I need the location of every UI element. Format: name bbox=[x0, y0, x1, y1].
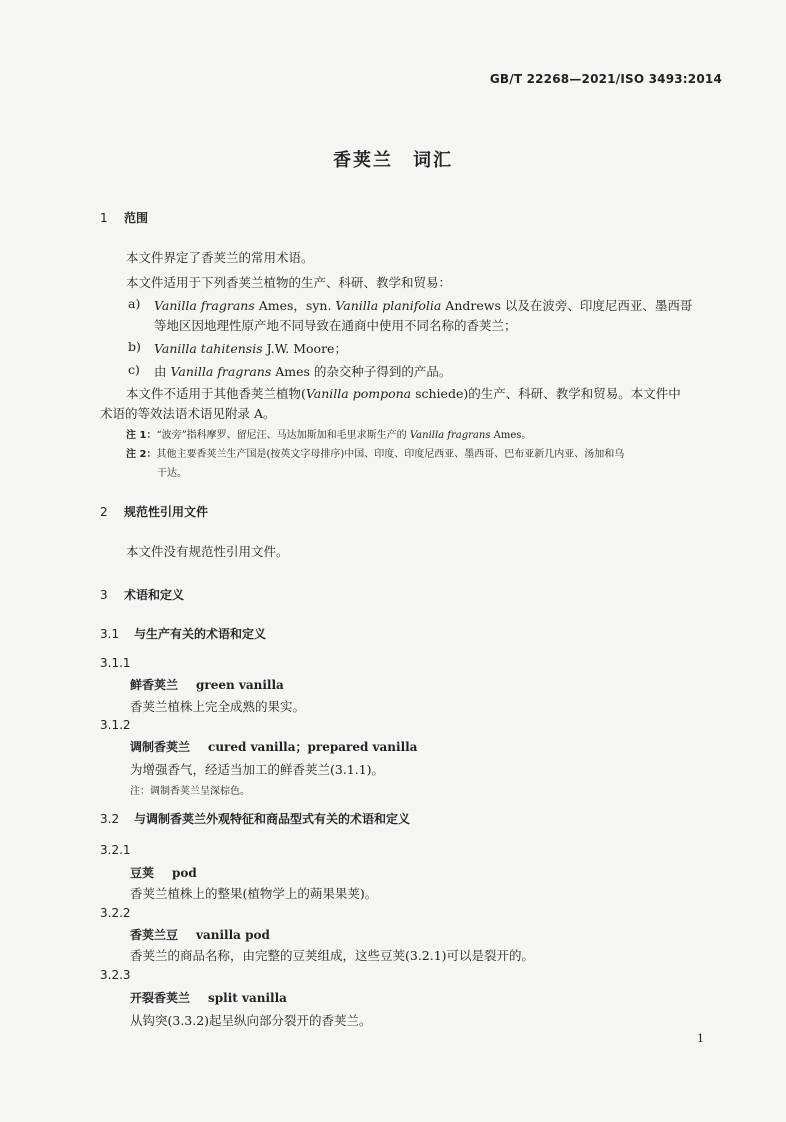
section-title: 规范性引用文件 bbox=[124, 505, 209, 519]
section-number: 1 bbox=[100, 211, 108, 225]
term-note: 注：调制香荚兰呈深棕色。 bbox=[130, 786, 250, 797]
paragraph-continued: 术语的等效法语术语见附录 A。 bbox=[100, 406, 276, 421]
list-item-b bbox=[154, 339, 347, 357]
term-chinese: 调制香荚兰 bbox=[130, 740, 191, 754]
species-name: Vanilla fragrans bbox=[154, 298, 255, 313]
term-entry bbox=[130, 676, 284, 693]
species-name: Vanilla planifolia bbox=[335, 298, 442, 313]
section-title: 术语和定义 bbox=[124, 588, 185, 602]
term-number: 3.2.2 bbox=[100, 906, 131, 920]
species-name: Vanilla fragrans bbox=[409, 430, 491, 441]
text: 本文件不适用于其他香荚兰植物( bbox=[126, 386, 306, 401]
paragraph: 本文件适用于下列香荚兰植物的生产、科研、教学和贸易： bbox=[126, 275, 452, 290]
term-entry bbox=[130, 989, 287, 1006]
section-2-heading bbox=[100, 503, 208, 520]
text: Ames 的杂交种子得到的产品。 bbox=[271, 364, 452, 379]
term-number: 3.1.1 bbox=[100, 656, 131, 670]
text: “波旁”指科摩罗、留尼汪、马达加斯加和毛里求斯生产的 bbox=[156, 430, 410, 441]
term-chinese: 豆荚 bbox=[130, 866, 155, 880]
term-english: split vanilla bbox=[208, 991, 287, 1005]
subsection-number: 3.2 bbox=[100, 812, 120, 826]
text: J.W. Moore； bbox=[262, 341, 347, 356]
note-1 bbox=[126, 426, 531, 441]
term-entry bbox=[130, 864, 197, 881]
note-2 bbox=[126, 445, 624, 460]
term-english: green vanilla bbox=[196, 678, 284, 692]
term-english: vanilla pod bbox=[196, 928, 270, 942]
standard-number: GB/T 22268—2021/ISO 3493:2014 bbox=[489, 72, 722, 86]
subsection-number: 3.1 bbox=[100, 627, 120, 641]
term-english: cured vanilla；prepared vanilla bbox=[208, 740, 418, 754]
subsection-title: 与生产有关的术语和定义 bbox=[134, 627, 267, 641]
note-label: 注 2： bbox=[126, 449, 157, 460]
term-entry bbox=[130, 926, 270, 943]
species-name: Vanilla fragrans bbox=[170, 364, 272, 379]
page-number: 1 bbox=[697, 1032, 704, 1045]
term-chinese: 开裂香荚兰 bbox=[130, 991, 191, 1005]
section-1-heading bbox=[100, 209, 148, 226]
text: Andrews 以及在波旁、印度尼西亚、墨西哥 bbox=[441, 298, 693, 313]
term-number: 3.2.1 bbox=[100, 843, 131, 857]
text: 其他主要香荚兰生产国是(按英文字母排序)中国、印度、印度尼西亚、墨西哥、巴布亚新几内亚、汤加和乌 bbox=[156, 449, 625, 460]
term-entry bbox=[130, 738, 417, 755]
list-marker: a) bbox=[128, 296, 141, 311]
term-definition: 从钩突(3.3.2)起呈纵向部分裂开的香荚兰。 bbox=[130, 1013, 372, 1028]
text: Ames，syn. bbox=[254, 298, 336, 313]
text: 由 bbox=[154, 364, 171, 379]
subsection-title: 与调制香荚兰外观特征和商品型式有关的术语和定义 bbox=[134, 812, 411, 826]
term-definition: 香荚兰的商品名称，由完整的豆荚组成，这些豆荚(3.2.1)可以是裂开的。 bbox=[130, 948, 535, 963]
list-item-c bbox=[154, 362, 451, 380]
list-item-a-continued: 等地区因地理性原产地不同导致在通商中使用不同名称的香荚兰； bbox=[154, 318, 517, 333]
species-name: Vanilla tahitensis bbox=[154, 341, 263, 356]
list-marker: c) bbox=[128, 362, 140, 377]
term-chinese: 香荚兰豆 bbox=[130, 928, 179, 942]
term-number: 3.1.2 bbox=[100, 718, 131, 732]
term-definition: 香荚兰植株上完全成熟的果实。 bbox=[130, 699, 306, 714]
section-number: 2 bbox=[100, 505, 108, 519]
term-english: pod bbox=[172, 866, 197, 880]
species-name: Vanilla pompona bbox=[305, 386, 412, 401]
list-item-a bbox=[154, 296, 692, 314]
section-number: 3 bbox=[100, 588, 108, 602]
paragraph: 本文件界定了香荚兰的常用术语。 bbox=[126, 250, 314, 265]
list-marker: b) bbox=[128, 339, 141, 354]
term-chinese: 鲜香荚兰 bbox=[130, 678, 179, 692]
term-definition: 为增强香气，经适当加工的鲜香荚兰(3.1.1)。 bbox=[130, 762, 385, 777]
paragraph bbox=[126, 384, 681, 402]
text: schiede)的生产、科研、教学和贸易。本文件中 bbox=[411, 386, 681, 401]
document-title: 香荚兰 词汇 bbox=[333, 150, 453, 171]
term-definition: 香荚兰植株上的整果(植物学上的蒴果果荚)。 bbox=[130, 886, 378, 901]
term-number: 3.2.3 bbox=[100, 968, 131, 982]
section-title: 范围 bbox=[124, 211, 149, 225]
paragraph: 本文件没有规范性引用文件。 bbox=[126, 544, 289, 559]
note-label: 注 1： bbox=[126, 430, 157, 441]
note-2-continued: 干达。 bbox=[157, 468, 187, 479]
subsection-3-2-heading bbox=[100, 810, 410, 827]
subsection-3-1-heading bbox=[100, 625, 266, 642]
section-3-heading bbox=[100, 586, 184, 603]
text: Ames。 bbox=[490, 430, 532, 441]
